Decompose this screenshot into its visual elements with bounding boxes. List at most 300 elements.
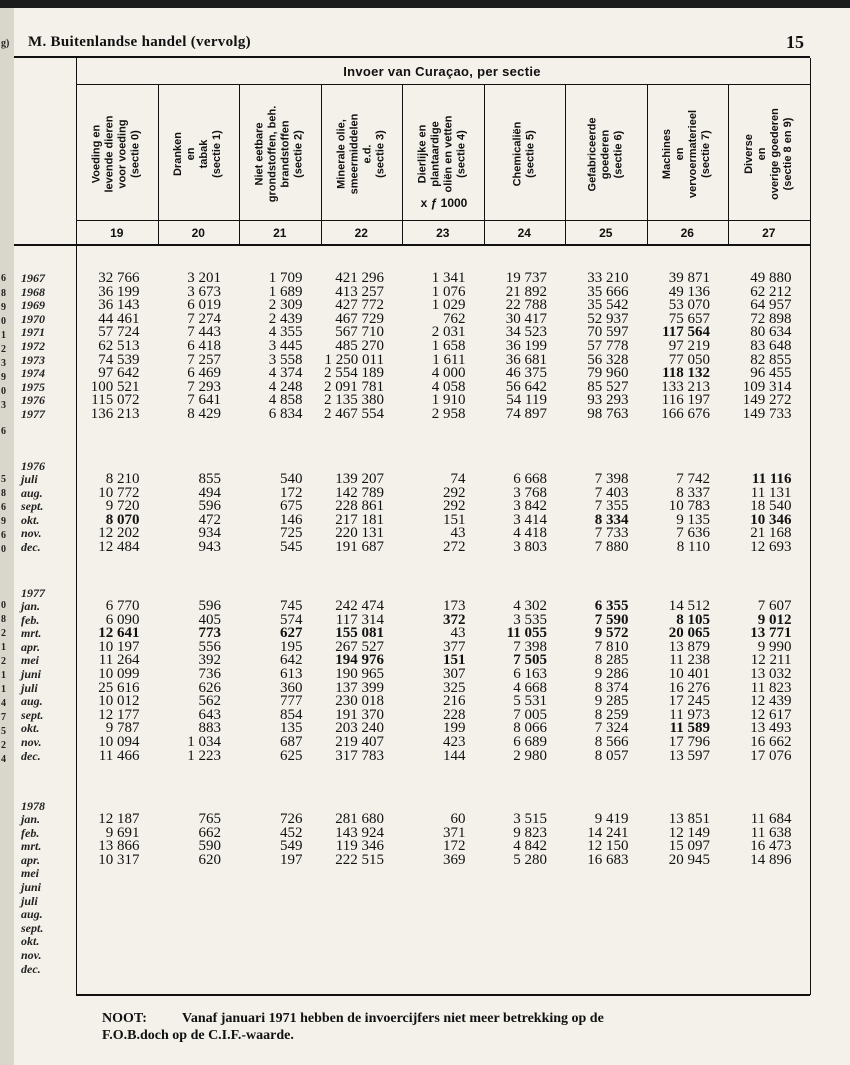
- table-cell: 35 542: [587, 297, 629, 314]
- table-cell: 5 280: [513, 851, 547, 868]
- table-cell: 62 513: [98, 338, 140, 354]
- table-cell: 9 572: [594, 625, 629, 642]
- table-cell: 22 788: [505, 297, 547, 314]
- column-number: 19: [110, 226, 124, 240]
- row-label: nov.: [21, 948, 42, 962]
- table-cell: 8 429: [187, 406, 221, 422]
- table-cell: 6 090: [105, 611, 140, 628]
- table-cell: 2 135 380: [324, 392, 384, 409]
- table-cell: 1 250 011: [324, 351, 384, 368]
- table-cell: 1 709: [268, 270, 303, 286]
- table-cell: 82 855: [750, 351, 792, 368]
- table-cell: 3 414: [513, 511, 547, 528]
- table-cell: 44 461: [98, 310, 140, 327]
- heading-rule: [76, 220, 810, 221]
- table-cell: 562: [198, 693, 221, 710]
- row-label: 1971: [21, 325, 45, 340]
- table-cell: 109 314: [742, 378, 792, 395]
- table-cell: 139 207: [335, 471, 384, 487]
- table-cell: 405: [198, 611, 221, 628]
- table-cell: 4 355: [268, 324, 303, 341]
- table-cell: 421 296: [335, 270, 384, 286]
- column-heading-text: Dierlijke en plantaardige oliën en vetten (sectie 4): [416, 115, 468, 193]
- column-number: 25: [599, 226, 613, 240]
- table-cell: 33 210: [587, 270, 629, 286]
- row-label: sept.: [21, 499, 44, 514]
- adjacent-page-fragment: 0: [1, 386, 6, 397]
- adjacent-page-fragment: 9: [1, 372, 6, 383]
- footnote-label: NOOT:: [102, 1011, 147, 1026]
- table-cell: 8 374: [594, 679, 629, 696]
- table-cell: 13 866: [98, 838, 140, 855]
- table-cell: 675: [280, 498, 303, 515]
- table-cell: 736: [198, 666, 221, 682]
- table-cell: 16 473: [750, 838, 792, 855]
- table-cell: 166 676: [661, 406, 710, 422]
- adjacent-page-fragment: 9: [1, 516, 6, 527]
- table-cell: 726: [280, 811, 303, 827]
- table-cell: 30 417: [505, 310, 547, 327]
- table-cell: 360: [280, 679, 303, 696]
- row-label: aug.: [21, 907, 43, 922]
- row-label: aug.: [21, 485, 43, 500]
- table-cell: 423: [443, 734, 466, 750]
- table-cell: 12 149: [668, 824, 710, 841]
- table-cell: 7 590: [594, 611, 629, 628]
- table-cell: 97 642: [98, 365, 140, 382]
- table-cell: 596: [198, 498, 221, 515]
- table-cell: 115 072: [91, 392, 140, 409]
- table-cell: 20 945: [668, 851, 710, 868]
- table-cell: 3 803: [513, 539, 547, 555]
- table-cell: 7 742: [676, 471, 710, 487]
- table-cell: 11 589: [669, 720, 710, 737]
- table-cell: 49 136: [668, 283, 710, 300]
- table-cell: 49 880: [750, 270, 792, 286]
- table-cell: 11 823: [750, 679, 792, 696]
- table-cell: 556: [198, 638, 221, 655]
- column-number: 23: [436, 226, 450, 240]
- table-cell: 12 484: [98, 539, 140, 555]
- adjacent-page-fragment: 9: [1, 302, 6, 313]
- table-cell: 100 521: [90, 378, 140, 395]
- adjacent-page-fragment: 0: [1, 316, 6, 327]
- table-cell: 118 132: [662, 365, 710, 382]
- table-cell: 1 910: [431, 392, 466, 409]
- table-cell: 146: [280, 511, 303, 528]
- page-number: 15: [786, 32, 804, 52]
- column-heading-text: Gefabriceerde goederen (sectie 6): [586, 117, 625, 191]
- table-cell: 62 212: [750, 283, 792, 300]
- table-cell: 2 958: [431, 406, 466, 422]
- table-cell: 8 110: [676, 539, 710, 555]
- table-cell: 6 163: [513, 666, 547, 682]
- table-cell: 9 720: [105, 498, 140, 515]
- adjacent-page-fragment: 0: [1, 600, 6, 611]
- table-cell: 203 240: [335, 720, 384, 737]
- column-heading: [239, 88, 321, 220]
- table-cell: 35 666: [587, 283, 629, 300]
- document-page: [14, 8, 850, 1065]
- table-cell: 12 617: [750, 706, 792, 723]
- table-cell: 4 248: [268, 378, 303, 395]
- table-cell: 3 768: [513, 484, 547, 501]
- table-cell: 485 270: [335, 338, 384, 354]
- table-cell: 596: [198, 598, 221, 614]
- table-cell: 46 375: [505, 365, 547, 382]
- table-cell: 292: [443, 498, 466, 515]
- table-cell: 56 328: [587, 351, 629, 368]
- table-cell: 2 554 189: [324, 365, 384, 382]
- row-label: feb.: [21, 825, 40, 840]
- row-label: apr.: [21, 852, 41, 867]
- table-cell: 7 636: [676, 525, 710, 542]
- table-cell: 4 668: [513, 679, 547, 696]
- table-cell: 144: [443, 747, 466, 764]
- table-cell: 9 823: [513, 824, 547, 841]
- table-cell: 117 314: [335, 611, 384, 628]
- table-cell: 6 689: [513, 734, 547, 750]
- column-heading-text: Diverse en overige goederen (sectie 8 en 9): [742, 108, 794, 200]
- table-cell: 32 766: [98, 270, 140, 286]
- table-cell: 2 091 781: [324, 378, 384, 395]
- table-cell: 80 634: [750, 324, 792, 341]
- table-cell: 317 783: [335, 747, 384, 764]
- adjacent-page-fragment: 6: [1, 273, 6, 284]
- table-cell: 452: [280, 824, 303, 841]
- row-label: juli: [21, 893, 38, 908]
- column-number: 21: [273, 226, 287, 240]
- table-cell: 6 019: [187, 297, 221, 314]
- table-cell: 7 641: [187, 392, 221, 409]
- adjacent-page-fragment: 6: [1, 530, 6, 541]
- table-cell: 943: [198, 539, 221, 555]
- table-cell: 855: [198, 471, 221, 487]
- table-cell: 8 057: [594, 747, 629, 764]
- adjacent-page-fragment: 1: [1, 330, 6, 341]
- table-cell: 307: [443, 666, 466, 682]
- table-cell: 12 202: [98, 525, 140, 542]
- table-cell: 7 607: [757, 598, 792, 614]
- table-cell: 7 324: [594, 720, 629, 737]
- table-cell: 142 789: [335, 484, 384, 501]
- table-cell: 2 439: [268, 310, 303, 327]
- adjacent-page-fragment: 5: [1, 726, 6, 737]
- table-cell: 85 527: [587, 378, 629, 395]
- table-cell: 151: [443, 652, 466, 669]
- row-label: apr.: [21, 639, 41, 654]
- table-cell: 3 515: [513, 811, 547, 827]
- table-cell: 3 535: [513, 611, 547, 628]
- row-label: 1977: [21, 407, 45, 421]
- table-cell: 116 197: [661, 392, 710, 409]
- column-heading-text: Niet eetbare grondstoffen, beh. brandstoffen (sectie 2): [253, 105, 305, 203]
- table-cell: 21 168: [750, 525, 792, 542]
- table-cell: 11 131: [750, 484, 792, 501]
- table-cell: 325: [443, 679, 466, 696]
- table-cell: 4 000: [431, 365, 466, 382]
- row-label: 1972: [21, 339, 45, 353]
- table-cell: 17 245: [668, 693, 710, 710]
- row-label: 1968: [21, 284, 45, 299]
- table-cell: 7 505: [513, 652, 547, 669]
- table-cell: 72 898: [750, 310, 792, 327]
- row-label: juni: [21, 880, 42, 894]
- row-label: jan.: [21, 599, 41, 613]
- table-cell: 199: [443, 720, 466, 737]
- table-cell: 281 680: [335, 811, 384, 827]
- adjacent-page-edge: [0, 8, 14, 1065]
- table-cell: 3 445: [268, 338, 303, 354]
- table-cell: 467 729: [335, 310, 384, 327]
- table-cell: 2 980: [513, 747, 547, 764]
- header-rule: [14, 56, 810, 58]
- table-cell: 195: [280, 638, 303, 655]
- footnote-line-2: F.O.B.doch op de C.I.F.-waarde.: [102, 1028, 294, 1043]
- table-cell: 5 531: [513, 693, 547, 710]
- table-cell: 36 199: [505, 338, 547, 354]
- table-cell: 545: [280, 539, 303, 555]
- table-cell: 9 135: [676, 511, 710, 528]
- table-cell: 54 119: [506, 392, 547, 409]
- table-cell: 10 099: [98, 666, 140, 682]
- year-label: 1977: [21, 586, 45, 600]
- table-cell: 3 673: [187, 283, 221, 300]
- row-label: aug.: [21, 694, 43, 709]
- table-cell: 762: [443, 310, 466, 327]
- table-cell: 97 219: [668, 338, 710, 354]
- table-cell: 60: [450, 811, 466, 827]
- table-cell: 626: [198, 679, 221, 696]
- row-label: juli: [21, 472, 38, 486]
- table-cell: 392: [198, 652, 221, 669]
- table-cell: 216: [443, 693, 466, 710]
- table-cell: 36 143: [98, 297, 140, 314]
- row-label: okt.: [21, 934, 40, 949]
- table-cell: 25 616: [98, 679, 140, 696]
- row-label: 1967: [21, 271, 45, 285]
- table-cell: 7 293: [187, 378, 221, 395]
- table-cell: 119 346: [335, 838, 384, 855]
- table-cell: 57 724: [98, 324, 140, 341]
- table-cell: 4 858: [268, 392, 303, 409]
- table-cell: 64 957: [750, 297, 792, 314]
- table-cell: 155 081: [335, 625, 384, 642]
- table-cell: 19 737: [505, 270, 547, 286]
- table-cell: 9 419: [594, 811, 629, 827]
- row-label: nov.: [21, 735, 42, 749]
- table-bottom-rule: [76, 994, 810, 996]
- row-label: okt.: [21, 721, 40, 736]
- table-cell: 642: [280, 652, 303, 669]
- table-cell: 222 515: [335, 851, 384, 868]
- column-number: 26: [680, 226, 694, 240]
- column-heading: [321, 88, 403, 220]
- row-label: 1973: [21, 352, 45, 367]
- table-cell: 725: [280, 525, 303, 542]
- table-cell: 6 834: [268, 406, 303, 422]
- table-cell: 4 418: [513, 525, 547, 542]
- row-label: okt.: [21, 512, 40, 527]
- table-cell: 9 285: [594, 693, 629, 710]
- table-cell: 93 293: [587, 392, 629, 409]
- table-cell: 627: [280, 625, 303, 642]
- unit-label: x ƒ 1000: [420, 196, 468, 210]
- table-cell: 10 094: [98, 734, 140, 750]
- table-cell: 14 241: [587, 824, 629, 841]
- table-cell: 217 181: [335, 511, 384, 528]
- table-cell: 292: [443, 484, 466, 501]
- table-cell: 8 210: [105, 471, 140, 487]
- table-cell: 613: [280, 666, 303, 682]
- table-cell: 98 763: [587, 406, 629, 422]
- table-cell: 74 897: [505, 406, 547, 422]
- table-cell: 21 892: [505, 283, 547, 300]
- table-cell: 53 070: [668, 297, 710, 314]
- table-cell: 17 076: [750, 747, 792, 764]
- table-cell: 16 683: [587, 851, 629, 868]
- adjacent-page-fragment: 6: [1, 502, 6, 513]
- column-heading: [565, 88, 647, 220]
- table-cell: 11 638: [750, 824, 792, 841]
- table-cell: 79 960: [587, 365, 629, 382]
- table-cell: 9 990: [757, 638, 792, 655]
- table-cell: 662: [198, 824, 221, 841]
- table-cell: 745: [280, 598, 303, 614]
- column-divider: [810, 58, 811, 995]
- table-cell: 11 973: [669, 706, 710, 723]
- table-cell: 590: [198, 838, 221, 855]
- adjacent-page-fragment: 3: [1, 358, 6, 369]
- table-cell: 777: [280, 693, 303, 710]
- row-label: 1974: [21, 366, 45, 381]
- row-label: mrt.: [21, 626, 42, 641]
- table-cell: 172: [280, 484, 303, 501]
- row-label: jan.: [21, 812, 41, 826]
- table-cell: 1 029: [431, 297, 466, 314]
- table-cell: 12 150: [587, 838, 629, 855]
- row-label: sept.: [21, 707, 44, 722]
- table-cell: 34 523: [505, 324, 547, 341]
- table-cell: 135: [280, 720, 303, 737]
- table-cell: 230 018: [335, 693, 384, 710]
- table-cell: 4 058: [431, 378, 466, 395]
- table-cell: 9 286: [594, 666, 629, 682]
- table-cell: 219 407: [335, 734, 384, 750]
- adjacent-page-fragment: 7: [1, 712, 6, 723]
- table-cell: 75 657: [668, 310, 710, 327]
- table-cell: 3 558: [268, 351, 303, 368]
- column-heading-text: Machines en vervoermaterieel (sectie 7): [661, 109, 713, 199]
- table-cell: 11 466: [98, 747, 140, 764]
- table-cell: 149 733: [742, 406, 792, 422]
- table-cell: 494: [198, 484, 221, 501]
- table-cell: 172: [443, 838, 466, 855]
- table-cell: 190 965: [335, 666, 384, 682]
- table-cell: 12 187: [98, 811, 140, 827]
- table-cell: 883: [198, 720, 221, 737]
- column-number-rule: [14, 244, 810, 246]
- table-cell: 197: [280, 851, 303, 868]
- adjacent-page-fragment: 4: [1, 754, 6, 765]
- table-cell: 267 527: [335, 638, 384, 655]
- table-cell: 11 116: [751, 471, 792, 487]
- table-cell: 228 861: [335, 498, 384, 515]
- table-cell: 143 924: [335, 824, 384, 841]
- adjacent-page-fragment: 5: [1, 474, 6, 485]
- table-cell: 574: [280, 611, 303, 628]
- footnote-line-1: Vanaf januari 1971 hebben de invoercijfers niet meer betrekking op de: [182, 1011, 604, 1026]
- table-cell: 117 564: [662, 324, 710, 341]
- table-cell: 3 842: [513, 498, 547, 515]
- section-title-rule: [76, 84, 810, 85]
- table-cell: 13 032: [750, 666, 792, 682]
- table-cell: 567 710: [335, 324, 384, 341]
- row-label: dec.: [21, 961, 41, 976]
- column-heading: [158, 88, 240, 220]
- table-cell: 1 076: [431, 283, 466, 300]
- row-label: feb.: [21, 612, 40, 627]
- table-cell: 10 772: [98, 484, 140, 501]
- table-cell: 427 772: [335, 297, 384, 314]
- column-number: 24: [517, 226, 531, 240]
- table-cell: 16 276: [668, 679, 710, 696]
- table-cell: 773: [198, 625, 221, 642]
- table-cell: 10 783: [668, 498, 710, 515]
- table-cell: 57 778: [587, 338, 629, 354]
- table-cell: 13 879: [668, 638, 710, 655]
- table-cell: 14 512: [668, 598, 710, 614]
- table-cell: 8 070: [105, 511, 140, 528]
- table-cell: 7 257: [187, 351, 221, 368]
- table-cell: 39 871: [668, 270, 710, 286]
- table-cell: 6 418: [187, 338, 221, 354]
- table-cell: 74 539: [98, 351, 140, 368]
- table-cell: 2 467 554: [324, 406, 384, 422]
- table-cell: 2 309: [268, 297, 303, 314]
- row-label: 1976: [21, 393, 45, 408]
- table-cell: 6 770: [105, 598, 140, 614]
- row-label: dec.: [21, 748, 41, 763]
- year-label: 1976: [21, 459, 45, 473]
- table-cell: 9 691: [105, 824, 140, 841]
- table-cell: 70 597: [587, 324, 629, 341]
- table-cell: 9 787: [105, 720, 140, 737]
- adjacent-page-fragment: 2: [1, 344, 6, 355]
- table-cell: 620: [198, 851, 221, 868]
- column-heading: [402, 88, 484, 220]
- table-cell: 173: [443, 598, 466, 614]
- adjacent-page-fragment: 4: [1, 698, 6, 709]
- section-title: Invoer van Curaçao, per sectie: [343, 64, 541, 79]
- table-cell: 1 658: [431, 338, 466, 354]
- table-cell: 7 274: [187, 310, 221, 327]
- table-cell: 8 334: [594, 511, 629, 528]
- adjacent-page-fragment: 1: [1, 684, 6, 695]
- table-cell: 540: [280, 471, 303, 487]
- adjacent-page-fragment: 6: [1, 426, 6, 437]
- table-cell: 8 285: [594, 652, 629, 669]
- table-cell: 7 355: [594, 498, 629, 515]
- adjacent-page-fragment: g): [1, 38, 10, 49]
- table-cell: 10 317: [98, 851, 140, 868]
- table-cell: 625: [280, 747, 303, 764]
- table-cell: 12 439: [750, 693, 792, 710]
- table-cell: 191 370: [335, 706, 384, 723]
- row-label: 1970: [21, 311, 45, 326]
- table-cell: 372: [443, 611, 466, 628]
- table-cell: 151: [443, 511, 466, 528]
